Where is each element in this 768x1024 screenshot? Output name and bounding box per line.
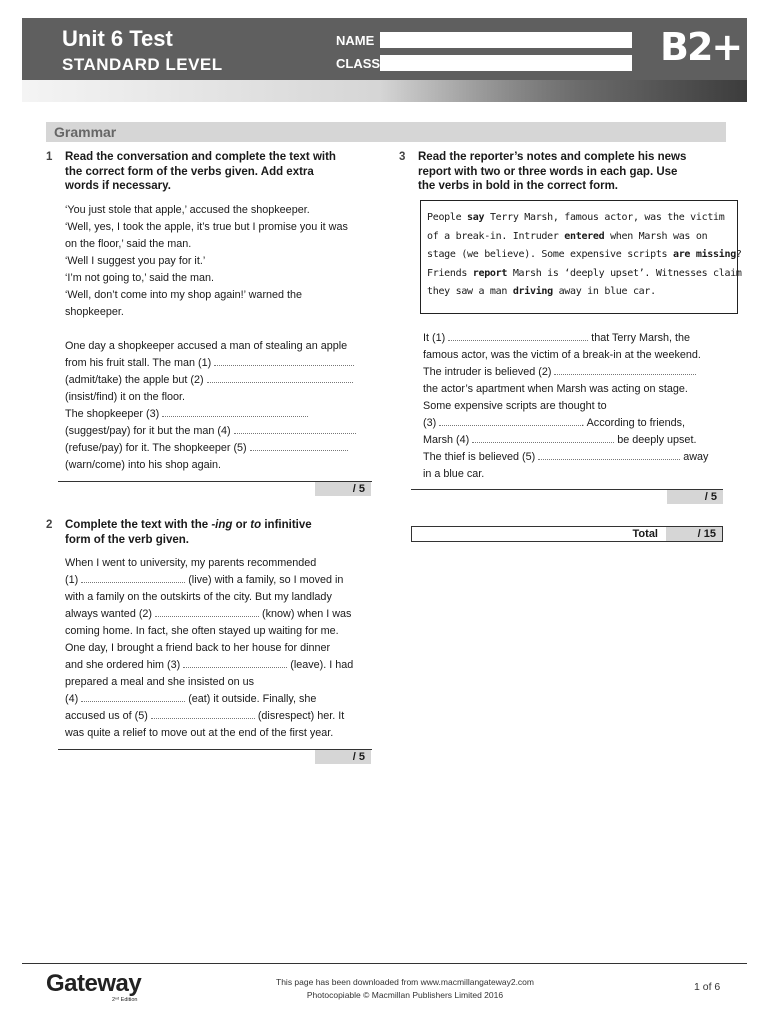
gap-3[interactable]	[439, 417, 581, 426]
q3-text-line: famous actor, was the victim of a break-in at the weekend.	[423, 349, 701, 361]
q3-text-line: The thief is believed (5)	[423, 451, 536, 463]
note-text: ?	[735, 249, 742, 260]
q1-text-line: One day a shopkeeper accused a man of stealing an apple	[65, 340, 348, 352]
gap-2[interactable]	[554, 366, 696, 375]
unit-level: STANDARD LEVEL	[62, 55, 223, 74]
q2-text-line: accused us of (5)	[65, 710, 148, 722]
q2-text-line: (leave). I had	[290, 659, 354, 671]
note-text: when Marsh was on	[604, 230, 708, 242]
q3-instruction-line: report with two or three words in each gap. Use	[418, 165, 678, 178]
q1-text-line: (suggest/pay) for it but the man (4)	[65, 425, 231, 437]
q3-text-line: It (1)	[423, 332, 446, 344]
gap-2[interactable]	[155, 608, 259, 617]
q1-instruction	[65, 150, 336, 194]
q1-text-line: (warn/come) into his shop again.	[65, 459, 222, 471]
note-bold-verb: report	[472, 267, 508, 279]
gap-2[interactable]	[207, 374, 353, 383]
q1-instruction-line: words if necessary.	[65, 180, 171, 192]
q1-dialogue	[65, 202, 348, 321]
q1-text	[65, 338, 356, 474]
q2-text-line: (know) when I was	[262, 608, 352, 620]
q3-score: / 5	[667, 490, 723, 504]
total-score: / 15	[666, 527, 722, 541]
q2-text-line: and she ordered him (3)	[65, 659, 181, 671]
q3-text-line: . According to friends,	[581, 417, 686, 429]
class-field[interactable]	[380, 55, 632, 71]
q3-instruction	[418, 150, 686, 194]
logo-edition: 2ⁿᵈ Edition	[112, 997, 138, 1003]
name-field[interactable]	[380, 32, 632, 48]
section-title: Grammar	[54, 124, 117, 140]
note-bold-verb: entered	[564, 230, 605, 242]
q1-text-line: (admit/take) the apple but (2)	[65, 374, 204, 386]
note-bold-verb: driving	[512, 286, 553, 297]
footer-download-note: This page has been downloaded from www.macmillangateway2.com	[276, 977, 534, 987]
gap-3[interactable]	[183, 659, 287, 668]
q2-text-line: was quite a relief to move out at the end of the first year.	[65, 727, 334, 739]
gap-3[interactable]	[162, 408, 308, 417]
q3-number: 3	[399, 151, 406, 163]
gap-1[interactable]	[81, 574, 185, 583]
gap-5[interactable]	[538, 451, 680, 460]
q2-text-line: (eat) it outside. Finally, she	[188, 693, 317, 705]
q1-text-line: from his fruit stall. The man (1)	[65, 357, 212, 369]
name-label: NAME	[336, 33, 375, 48]
q3-text-line: the actor’s apartment when Marsh was acting on stage.	[423, 383, 688, 395]
q1-instruction-line: the correct form of the verbs given. Add extra	[65, 165, 314, 178]
q2-instruction-infinitive: infinitive	[261, 519, 312, 531]
q3-text-line: be deeply upset.	[617, 434, 697, 446]
q2-text-line: with a family on the outskirts of the city. But my landlady	[65, 591, 332, 603]
section-bar	[46, 122, 726, 142]
note-text: Friends	[427, 267, 473, 279]
q3-text	[423, 330, 708, 483]
gap-4[interactable]	[234, 425, 356, 434]
q2-instruction-ing: -ing	[211, 519, 233, 531]
reporter-notes	[420, 200, 742, 314]
q2-text	[65, 555, 353, 742]
header-gradient-dark	[380, 80, 747, 102]
q2-instruction	[65, 518, 312, 547]
footer-rule	[22, 963, 747, 964]
note-text: they saw a man	[427, 286, 513, 297]
q3-text-line: in a blue car.	[423, 468, 485, 480]
note-bold-verb: say	[467, 212, 485, 223]
q2-text-line: (4)	[65, 693, 79, 705]
dialogue-line: on the floor,’ said the man.	[65, 238, 192, 250]
q2-score: / 5	[315, 750, 371, 764]
q3-text-line: The intruder is believed (2)	[423, 366, 552, 378]
q2-text-line: (disrespect) her. It	[257, 710, 345, 722]
page-number: 1 of 6	[694, 981, 721, 993]
level-badge: B2+	[660, 25, 742, 69]
dialogue-line: shopkeeper.	[65, 306, 124, 318]
gateway-logo: Gateway	[46, 970, 142, 997]
gap-5[interactable]	[151, 710, 255, 719]
total-label: Total	[632, 528, 658, 540]
class-label: CLASS	[336, 56, 381, 71]
dialogue-line: ‘You just stole that apple,’ accused the shopkeeper.	[65, 204, 310, 216]
q1-text-line: The shopkeeper (3)	[65, 408, 160, 420]
note-bold-verb: are missing	[672, 249, 736, 260]
note-text: Terry Marsh, famous actor, was the victim	[484, 212, 725, 223]
q1-number: 1	[46, 151, 53, 163]
dialogue-line: ‘Well I suggest you pay for it.’	[65, 255, 206, 267]
q3-text-line: Marsh (4)	[423, 434, 470, 446]
dialogue-line: ‘Well, yes, I took the apple, it’s true but I promise you it was	[65, 221, 348, 233]
q3-text-line: away	[683, 451, 709, 463]
q1-instruction-line: Read the conversation and complete the text with	[65, 151, 336, 163]
q2-text-line: coming home. In fact, she often stayed up waiting for me.	[65, 625, 339, 637]
unit-title: Unit 6 Test	[62, 26, 173, 51]
q2-instruction-text: Complete the text with the	[65, 519, 212, 531]
q3-instruction-line: Read the reporter’s notes and complete his news	[418, 151, 687, 163]
q1-text-line: (insist/find) it on the floor.	[65, 391, 186, 403]
q2-text-line: always wanted (2)	[65, 608, 153, 620]
note-text: stage (we believe). Some expensive scripts	[427, 249, 673, 260]
q2-instruction-or: or	[232, 519, 251, 531]
gap-4[interactable]	[472, 434, 614, 443]
q3-text-line: (3)	[423, 417, 437, 429]
q1-text-line: (refuse/pay) for it. The shopkeeper (5)	[65, 442, 247, 454]
q3-instruction-line: the verbs in bold in the correct form.	[418, 180, 619, 192]
q3-text-line: Some expensive scripts are thought to	[423, 400, 607, 412]
gap-1[interactable]	[448, 332, 588, 341]
gap-5[interactable]	[250, 442, 348, 451]
dialogue-line: ‘Well, don’t come into my shop again!’ warned the	[65, 289, 303, 301]
total-box	[411, 526, 723, 542]
q2-text-line: When I went to university, my parents recommended	[65, 557, 317, 569]
q2-text-line: One day, I brought a friend back to her house for dinner	[65, 642, 331, 654]
note-text: away in blue car.	[552, 286, 656, 297]
dialogue-line: ‘I’m not going to,’ said the man.	[65, 272, 215, 284]
gap-1[interactable]	[214, 357, 354, 366]
note-text: Marsh is ‘deeply upset’. Witnesses claim	[507, 267, 742, 279]
note-text: People	[427, 212, 468, 223]
q2-text-line: (live) with a family, so I moved in	[188, 574, 344, 586]
gap-4[interactable]	[81, 693, 185, 702]
footer-copyright: Photocopiable © Macmillan Publishers Limited 2016	[306, 990, 504, 1000]
q2-instruction-to: to	[250, 519, 262, 531]
q2-instruction-line: form of the verb given.	[65, 533, 189, 546]
q2-text-line: (1)	[65, 574, 79, 586]
q2-number: 2	[46, 519, 53, 531]
note-text: of a break-in. Intruder	[427, 230, 565, 242]
q3-text-line: that Terry Marsh, the	[591, 332, 691, 344]
q2-text-line: prepared a meal and she insisted on us	[65, 676, 255, 688]
q1-score: / 5	[315, 482, 371, 496]
